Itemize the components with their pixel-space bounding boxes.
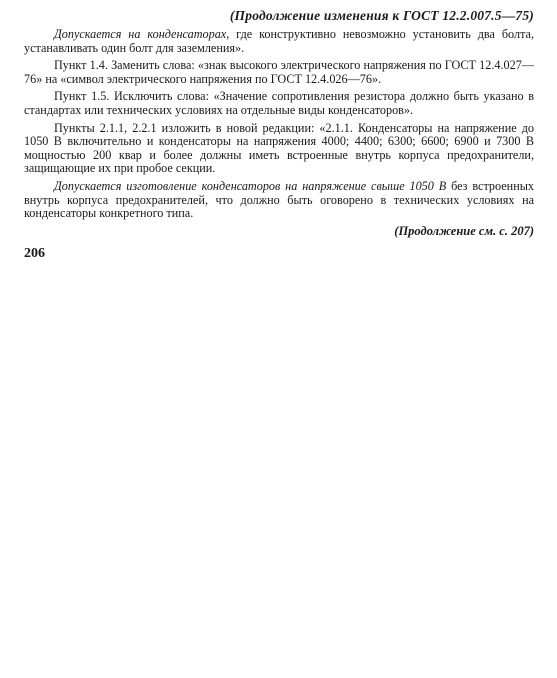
continuation-note: (Продолжение см. с. 207) [394, 223, 534, 238]
paragraph-item-1-5: Пункт 1.5. Исключить слова: «Значение сопротивления резистора должно быть указано в стандартах или технических условиях на отдельные виды конденсаторов». [24, 89, 534, 117]
paragraph-italic-lead: Допускается на конденсаторах, [54, 27, 230, 41]
paragraph-text: где конструктивно невозможно установить два болта, устанавливать один болт для заземления». [24, 27, 535, 55]
paragraph-high-voltage [24, 180, 534, 221]
paragraph-item-1-4: Пункт 1.4. Заменить слова: «знак высокого электрического напряжения по ГОСТ 12.4.027—76» на «символ электрического напряжения по ГОСТ 12.4.026—76». [24, 58, 534, 86]
paragraph-grounding-bolt [24, 28, 534, 55]
paragraph-italic-lead: Допускается изготовление конденсаторов на напряжение свыше 1050 В [54, 178, 447, 193]
page-number: 206 [24, 245, 45, 261]
document-page [24, 8, 534, 262]
page-header: (Продолжение изменения к ГОСТ 12.2.007.5—75) [229, 8, 534, 23]
paragraph-items-2-1-1: Пункты 2.1.1, 2.2.1 изложить в новой редакции: «2.1.1. Конденсаторы на напряжение до 1050 В включительно и конденсаторы на напряжения 4000; 4400; 6300; 6600; 6900 и 7300 В мощностью 200 квар и более должны иметь встроенные внутрь корпуса предохранители, защищающие их при пробое секции. [24, 120, 534, 176]
paragraph-text: без встроенных внутрь корпуса предохранителей, что должно быть оговорено в технических условиях на конденсаторы конкретного типа. [24, 178, 534, 221]
